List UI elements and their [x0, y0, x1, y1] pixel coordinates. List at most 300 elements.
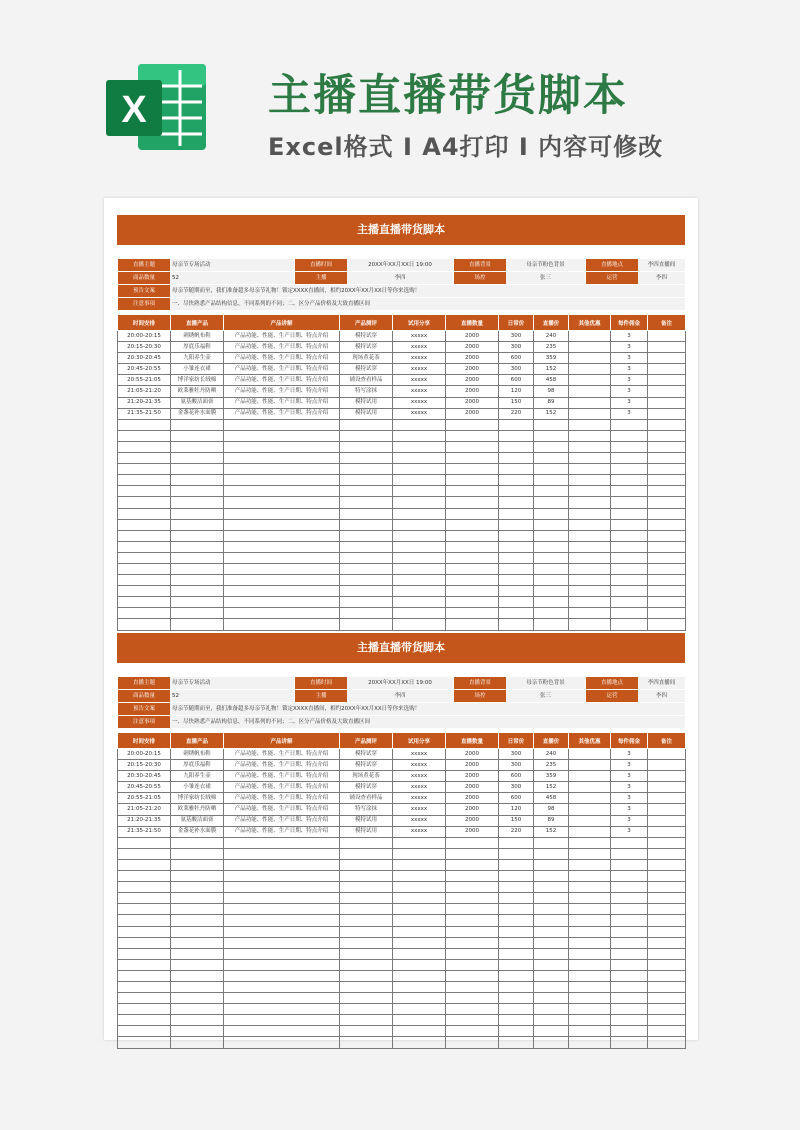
table-cell[interactable]: [118, 575, 171, 586]
table-cell[interactable]: [534, 1004, 569, 1015]
table-cell[interactable]: [499, 904, 534, 915]
table-cell[interactable]: 厚底乐福鞋: [171, 342, 224, 353]
table-cell[interactable]: 2000: [446, 771, 499, 782]
table-cell[interactable]: 20:30-20:45: [118, 353, 171, 364]
table-cell[interactable]: [446, 519, 499, 530]
table-cell[interactable]: [224, 419, 340, 430]
table-cell[interactable]: [393, 497, 446, 508]
table-cell[interactable]: [340, 871, 393, 882]
table-cell[interactable]: [446, 959, 499, 970]
table-cell[interactable]: 152: [534, 826, 569, 837]
table-cell[interactable]: [224, 619, 340, 630]
table-cell[interactable]: [446, 497, 499, 508]
table-cell[interactable]: 特写涂抹: [340, 804, 393, 815]
table-cell[interactable]: [499, 475, 534, 486]
table-cell[interactable]: [118, 837, 171, 848]
table-cell[interactable]: 120: [499, 804, 534, 815]
table-cell[interactable]: [224, 948, 340, 959]
table-cell[interactable]: 20:45-20:55: [118, 782, 171, 793]
table-cell[interactable]: [569, 904, 611, 915]
table-cell[interactable]: [393, 837, 446, 848]
table-cell[interactable]: [224, 970, 340, 981]
table-cell[interactable]: 特写涂抹: [340, 386, 393, 397]
table-cell[interactable]: [446, 1004, 499, 1015]
table-cell[interactable]: [648, 904, 686, 915]
table-cell[interactable]: [648, 408, 686, 419]
table-cell[interactable]: 九阳养生壶: [171, 771, 224, 782]
table-cell[interactable]: [224, 497, 340, 508]
table-cell[interactable]: [569, 926, 611, 937]
table-cell[interactable]: [569, 804, 611, 815]
table-cell[interactable]: [446, 915, 499, 926]
table-cell[interactable]: [118, 453, 171, 464]
table-cell[interactable]: [446, 486, 499, 497]
table-cell[interactable]: [171, 619, 224, 630]
table-cell[interactable]: 产品功能、性能、生产日期、特点介绍: [224, 331, 340, 342]
table-cell[interactable]: [648, 331, 686, 342]
table-cell[interactable]: [534, 597, 569, 608]
table-cell[interactable]: [534, 541, 569, 552]
table-cell[interactable]: [224, 871, 340, 882]
table-cell[interactable]: [569, 353, 611, 364]
table-cell[interactable]: [569, 608, 611, 619]
table-cell[interactable]: [393, 859, 446, 870]
table-cell[interactable]: [648, 959, 686, 970]
table-cell[interactable]: [534, 563, 569, 574]
table-cell[interactable]: [118, 937, 171, 948]
table-cell[interactable]: [648, 937, 686, 948]
table-cell[interactable]: [340, 430, 393, 441]
table-cell[interactable]: [648, 497, 686, 508]
table-cell[interactable]: [499, 597, 534, 608]
table-cell[interactable]: [569, 893, 611, 904]
table-cell[interactable]: [648, 804, 686, 815]
table-cell[interactable]: [648, 475, 686, 486]
table-cell[interactable]: [611, 508, 648, 519]
table-cell[interactable]: [393, 541, 446, 552]
table-cell[interactable]: 2000: [446, 331, 499, 342]
table-cell[interactable]: [224, 519, 340, 530]
table-cell[interactable]: [393, 1004, 446, 1015]
table-cell[interactable]: [340, 859, 393, 870]
table-cell[interactable]: [118, 859, 171, 870]
table-cell[interactable]: [611, 486, 648, 497]
table-cell[interactable]: [118, 475, 171, 486]
table-cell[interactable]: [569, 419, 611, 430]
table-cell[interactable]: 九阳养生壶: [171, 353, 224, 364]
table-cell[interactable]: [648, 419, 686, 430]
table-cell[interactable]: [648, 430, 686, 441]
table-cell[interactable]: [534, 464, 569, 475]
table-cell[interactable]: 铺设查看样品: [340, 793, 393, 804]
table-cell[interactable]: 359: [534, 771, 569, 782]
table-cell[interactable]: 2000: [446, 364, 499, 375]
table-cell[interactable]: 2000: [446, 375, 499, 386]
table-cell[interactable]: [569, 497, 611, 508]
table-cell[interactable]: [534, 904, 569, 915]
table-cell[interactable]: [569, 981, 611, 992]
table-cell[interactable]: [611, 848, 648, 859]
table-cell[interactable]: [648, 375, 686, 386]
table-cell[interactable]: [534, 497, 569, 508]
table-cell[interactable]: [393, 1026, 446, 1037]
table-cell[interactable]: 21:20-21:35: [118, 397, 171, 408]
table-cell[interactable]: [340, 837, 393, 848]
table-cell[interactable]: [118, 893, 171, 904]
table-cell[interactable]: xxxxx: [393, 331, 446, 342]
table-cell[interactable]: [499, 441, 534, 452]
table-cell[interactable]: 220: [499, 408, 534, 419]
table-cell[interactable]: [171, 453, 224, 464]
table-cell[interactable]: 模特试穿: [340, 760, 393, 771]
table-cell[interactable]: [446, 475, 499, 486]
table-cell[interactable]: [118, 848, 171, 859]
table-cell[interactable]: 3: [611, 804, 648, 815]
table-cell[interactable]: [648, 386, 686, 397]
table-cell[interactable]: [499, 464, 534, 475]
table-cell[interactable]: 3: [611, 342, 648, 353]
table-cell[interactable]: [648, 1004, 686, 1015]
table-cell[interactable]: [118, 619, 171, 630]
table-cell[interactable]: [446, 1037, 499, 1048]
table-cell[interactable]: [569, 1037, 611, 1048]
table-cell[interactable]: [569, 970, 611, 981]
table-cell[interactable]: [648, 749, 686, 760]
table-cell[interactable]: [171, 937, 224, 948]
table-cell[interactable]: 产品功能、性能、生产日期、特点介绍: [224, 364, 340, 375]
table-cell[interactable]: [499, 453, 534, 464]
table-cell[interactable]: [118, 552, 171, 563]
table-cell[interactable]: 152: [534, 364, 569, 375]
table-cell[interactable]: 小雏连衣裙: [171, 364, 224, 375]
table-cell[interactable]: [534, 837, 569, 848]
table-cell[interactable]: [393, 519, 446, 530]
table-cell[interactable]: [569, 882, 611, 893]
table-cell[interactable]: 博洋家纺长绒棉: [171, 375, 224, 386]
table-cell[interactable]: [446, 597, 499, 608]
table-cell[interactable]: [499, 1026, 534, 1037]
table-cell[interactable]: 458: [534, 375, 569, 386]
table-cell[interactable]: [569, 749, 611, 760]
table-cell[interactable]: [534, 519, 569, 530]
table-cell[interactable]: [446, 563, 499, 574]
table-cell[interactable]: 刺绣帆布鞋: [171, 331, 224, 342]
table-cell[interactable]: [611, 871, 648, 882]
table-cell[interactable]: [340, 586, 393, 597]
table-cell[interactable]: [171, 959, 224, 970]
table-cell[interactable]: [171, 475, 224, 486]
table-cell[interactable]: [534, 893, 569, 904]
table-cell[interactable]: 300: [499, 331, 534, 342]
table-cell[interactable]: [340, 893, 393, 904]
table-cell[interactable]: [534, 1015, 569, 1026]
table-cell[interactable]: 氨基酸洁面膏: [171, 397, 224, 408]
table-cell[interactable]: [611, 1026, 648, 1037]
table-cell[interactable]: 120: [499, 386, 534, 397]
table-cell[interactable]: [648, 837, 686, 848]
table-cell[interactable]: [118, 926, 171, 937]
table-cell[interactable]: 3: [611, 353, 648, 364]
table-cell[interactable]: 模特试穿: [340, 342, 393, 353]
table-cell[interactable]: [611, 419, 648, 430]
table-cell[interactable]: [569, 430, 611, 441]
table-cell[interactable]: [499, 486, 534, 497]
table-cell[interactable]: [171, 430, 224, 441]
table-cell[interactable]: 产品功能、性能、生产日期、特点介绍: [224, 353, 340, 364]
table-cell[interactable]: [224, 848, 340, 859]
table-cell[interactable]: [224, 926, 340, 937]
table-cell[interactable]: 20:55-21:05: [118, 793, 171, 804]
table-cell[interactable]: [569, 760, 611, 771]
table-cell[interactable]: [393, 619, 446, 630]
table-cell[interactable]: [569, 342, 611, 353]
table-cell[interactable]: [499, 893, 534, 904]
table-cell[interactable]: [393, 475, 446, 486]
table-cell[interactable]: [569, 563, 611, 574]
table-cell[interactable]: [648, 893, 686, 904]
table-cell[interactable]: [534, 419, 569, 430]
table-cell[interactable]: 3: [611, 771, 648, 782]
table-cell[interactable]: [611, 541, 648, 552]
table-cell[interactable]: 150: [499, 397, 534, 408]
table-cell[interactable]: 金盏花补水面膜: [171, 408, 224, 419]
table-cell[interactable]: [648, 1015, 686, 1026]
table-cell[interactable]: [534, 486, 569, 497]
table-cell[interactable]: [611, 453, 648, 464]
table-cell[interactable]: [569, 441, 611, 452]
table-cell[interactable]: [446, 1015, 499, 1026]
table-cell[interactable]: [171, 541, 224, 552]
table-cell[interactable]: [499, 1015, 534, 1026]
table-cell[interactable]: [171, 575, 224, 586]
table-cell[interactable]: [569, 541, 611, 552]
table-cell[interactable]: [118, 1015, 171, 1026]
table-cell[interactable]: 150: [499, 815, 534, 826]
table-cell[interactable]: [499, 619, 534, 630]
table-cell[interactable]: [648, 563, 686, 574]
table-cell[interactable]: [224, 430, 340, 441]
table-cell[interactable]: [340, 1015, 393, 1026]
table-cell[interactable]: 458: [534, 793, 569, 804]
table-cell[interactable]: 89: [534, 815, 569, 826]
table-cell[interactable]: 20:00-20:15: [118, 749, 171, 760]
table-cell[interactable]: [340, 926, 393, 937]
table-cell[interactable]: [648, 342, 686, 353]
table-cell[interactable]: 小雏连衣裙: [171, 782, 224, 793]
table-cell[interactable]: [171, 497, 224, 508]
table-cell[interactable]: [569, 782, 611, 793]
table-cell[interactable]: [171, 893, 224, 904]
table-cell[interactable]: [171, 552, 224, 563]
table-cell[interactable]: 20:00-20:15: [118, 331, 171, 342]
table-cell[interactable]: [648, 464, 686, 475]
table-cell[interactable]: [569, 508, 611, 519]
table-cell[interactable]: [648, 815, 686, 826]
table-cell[interactable]: [340, 453, 393, 464]
table-cell[interactable]: 152: [534, 408, 569, 419]
table-cell[interactable]: [648, 782, 686, 793]
table-cell[interactable]: 235: [534, 760, 569, 771]
table-cell[interactable]: 产品功能、性能、生产日期、特点介绍: [224, 386, 340, 397]
table-cell[interactable]: [648, 619, 686, 630]
table-cell[interactable]: [446, 981, 499, 992]
table-cell[interactable]: 产品功能、性能、生产日期、特点介绍: [224, 760, 340, 771]
table-cell[interactable]: [499, 859, 534, 870]
table-cell[interactable]: [499, 530, 534, 541]
table-cell[interactable]: [118, 519, 171, 530]
table-cell[interactable]: 3: [611, 386, 648, 397]
table-cell[interactable]: [340, 441, 393, 452]
table-cell[interactable]: 2000: [446, 826, 499, 837]
table-cell[interactable]: [446, 508, 499, 519]
table-cell[interactable]: [340, 1026, 393, 1037]
table-cell[interactable]: [569, 364, 611, 375]
table-cell[interactable]: [499, 608, 534, 619]
table-cell[interactable]: [569, 937, 611, 948]
table-cell[interactable]: [118, 871, 171, 882]
table-cell[interactable]: [611, 464, 648, 475]
table-cell[interactable]: [569, 552, 611, 563]
table-cell[interactable]: [648, 519, 686, 530]
table-cell[interactable]: [224, 937, 340, 948]
table-cell[interactable]: [648, 970, 686, 981]
table-cell[interactable]: 现场煮花茶: [340, 771, 393, 782]
table-cell[interactable]: [224, 575, 340, 586]
table-cell[interactable]: [340, 904, 393, 915]
table-cell[interactable]: [118, 441, 171, 452]
table-cell[interactable]: 3: [611, 749, 648, 760]
table-cell[interactable]: 21:05-21:20: [118, 386, 171, 397]
table-cell[interactable]: xxxxx: [393, 353, 446, 364]
table-cell[interactable]: [648, 915, 686, 926]
table-cell[interactable]: 产品功能、性能、生产日期、特点介绍: [224, 826, 340, 837]
table-cell[interactable]: xxxxx: [393, 782, 446, 793]
table-cell[interactable]: [446, 575, 499, 586]
table-cell[interactable]: [499, 575, 534, 586]
table-cell[interactable]: [393, 871, 446, 882]
table-cell[interactable]: [446, 937, 499, 948]
table-cell[interactable]: 21:05-21:20: [118, 804, 171, 815]
table-cell[interactable]: [340, 959, 393, 970]
table-cell[interactable]: 金盏花补水面膜: [171, 826, 224, 837]
table-cell[interactable]: [446, 848, 499, 859]
table-cell[interactable]: 模特试用: [340, 397, 393, 408]
table-cell[interactable]: [499, 948, 534, 959]
table-cell[interactable]: [171, 1037, 224, 1048]
table-cell[interactable]: 2000: [446, 408, 499, 419]
table-cell[interactable]: [499, 981, 534, 992]
table-cell[interactable]: 152: [534, 782, 569, 793]
table-cell[interactable]: [534, 970, 569, 981]
table-cell[interactable]: [611, 970, 648, 981]
table-cell[interactable]: [534, 575, 569, 586]
table-cell[interactable]: [648, 760, 686, 771]
table-cell[interactable]: [611, 993, 648, 1004]
table-cell[interactable]: [534, 959, 569, 970]
table-cell[interactable]: [224, 1037, 340, 1048]
table-cell[interactable]: 21:20-21:35: [118, 815, 171, 826]
table-cell[interactable]: [534, 453, 569, 464]
table-cell[interactable]: 20:30-20:45: [118, 771, 171, 782]
table-cell[interactable]: [446, 441, 499, 452]
table-cell[interactable]: [569, 859, 611, 870]
table-cell[interactable]: [499, 586, 534, 597]
table-cell[interactable]: [611, 948, 648, 959]
table-cell[interactable]: [118, 882, 171, 893]
table-cell[interactable]: [393, 937, 446, 948]
table-cell[interactable]: [171, 993, 224, 1004]
table-cell[interactable]: [534, 937, 569, 948]
table-cell[interactable]: 21:35-21:50: [118, 826, 171, 837]
table-cell[interactable]: [648, 871, 686, 882]
table-cell[interactable]: [171, 882, 224, 893]
table-cell[interactable]: [446, 552, 499, 563]
table-cell[interactable]: [118, 1026, 171, 1037]
table-cell[interactable]: [569, 959, 611, 970]
table-cell[interactable]: [569, 464, 611, 475]
table-cell[interactable]: [534, 948, 569, 959]
table-cell[interactable]: 氨基酸洁面膏: [171, 815, 224, 826]
table-cell[interactable]: [446, 464, 499, 475]
table-cell[interactable]: [648, 771, 686, 782]
table-cell[interactable]: 600: [499, 353, 534, 364]
table-cell[interactable]: 模特试用: [340, 826, 393, 837]
table-cell[interactable]: [118, 981, 171, 992]
table-cell[interactable]: [534, 1037, 569, 1048]
table-cell[interactable]: [118, 1037, 171, 1048]
table-cell[interactable]: [171, 586, 224, 597]
table-cell[interactable]: [499, 1004, 534, 1015]
table-cell[interactable]: xxxxx: [393, 815, 446, 826]
table-cell[interactable]: [171, 608, 224, 619]
table-cell[interactable]: [611, 981, 648, 992]
table-cell[interactable]: [118, 586, 171, 597]
table-cell[interactable]: [648, 848, 686, 859]
table-cell[interactable]: [499, 915, 534, 926]
table-cell[interactable]: [534, 848, 569, 859]
table-cell[interactable]: 3: [611, 408, 648, 419]
table-cell[interactable]: [393, 848, 446, 859]
table-cell[interactable]: [611, 441, 648, 452]
table-cell[interactable]: [499, 563, 534, 574]
table-cell[interactable]: xxxxx: [393, 771, 446, 782]
table-cell[interactable]: [171, 486, 224, 497]
table-cell[interactable]: 2000: [446, 749, 499, 760]
table-cell[interactable]: [340, 970, 393, 981]
table-cell[interactable]: [171, 926, 224, 937]
table-cell[interactable]: 2000: [446, 353, 499, 364]
table-cell[interactable]: [648, 486, 686, 497]
table-cell[interactable]: [446, 1026, 499, 1037]
table-cell[interactable]: [499, 937, 534, 948]
table-cell[interactable]: xxxxx: [393, 760, 446, 771]
table-cell[interactable]: [224, 959, 340, 970]
table-cell[interactable]: 2000: [446, 804, 499, 815]
table-cell[interactable]: [499, 837, 534, 848]
table-cell[interactable]: 240: [534, 331, 569, 342]
table-cell[interactable]: [171, 441, 224, 452]
table-cell[interactable]: [534, 508, 569, 519]
table-cell[interactable]: [171, 837, 224, 848]
table-cell[interactable]: [648, 552, 686, 563]
table-cell[interactable]: [118, 1004, 171, 1015]
table-cell[interactable]: [171, 464, 224, 475]
table-cell[interactable]: [393, 530, 446, 541]
table-cell[interactable]: [446, 619, 499, 630]
table-cell[interactable]: [569, 948, 611, 959]
table-cell[interactable]: [569, 397, 611, 408]
table-cell[interactable]: [446, 893, 499, 904]
